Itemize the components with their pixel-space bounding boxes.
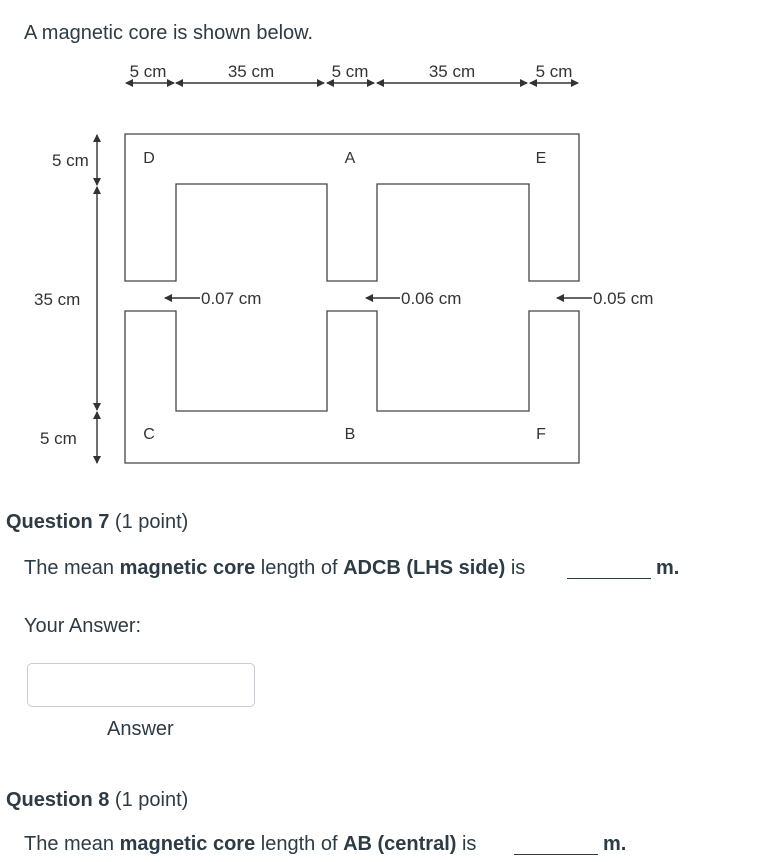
- question-8-title: Question 8: [6, 789, 110, 811]
- question-7-title: Question 7: [6, 511, 110, 533]
- question-7-text: [24, 557, 525, 580]
- question-8-text: [24, 833, 476, 856]
- point-label-c: C: [143, 426, 155, 443]
- top-dim-5: 5 cm: [535, 62, 573, 81]
- left-dim-1: 5 cm: [52, 151, 89, 170]
- answer-input[interactable]: [27, 663, 255, 707]
- question-8-blank: [514, 838, 598, 855]
- left-dim-2: 35 cm: [34, 290, 81, 309]
- your-answer-label: Your Answer:: [24, 615, 142, 637]
- gap-label-center: 0.06 cm: [401, 289, 462, 308]
- question-7-points: (1 point): [114, 511, 189, 533]
- question-8-unit: m.: [603, 833, 627, 855]
- q8-text-pre: The mean: [24, 833, 120, 855]
- point-label-b: B: [344, 426, 356, 443]
- gap-label-left: 0.07 cm: [201, 289, 262, 308]
- question-7-blank: [567, 562, 651, 579]
- q8-text-bold2: AB (central): [343, 833, 457, 855]
- q7-text-mid: length of: [255, 557, 344, 579]
- q7-text-post: is: [505, 557, 526, 579]
- intro-text: A magnetic core is shown below.: [24, 22, 314, 44]
- point-label-e: E: [535, 150, 547, 167]
- magnetic-core-diagram: [0, 55, 759, 475]
- q8-text-bold1: magnetic core: [119, 833, 256, 855]
- point-label-d: D: [143, 150, 155, 167]
- gap-label-right: 0.05 cm: [593, 289, 654, 308]
- q8-text-post: is: [456, 833, 477, 855]
- q7-text-bold2: ADCB (LHS side): [343, 557, 506, 579]
- question-7-unit: m.: [656, 557, 680, 579]
- point-label-f: F: [536, 426, 546, 443]
- q7-text-pre: The mean: [24, 557, 120, 579]
- top-dim-4: 35 cm: [428, 62, 476, 81]
- top-dim-3: 5 cm: [331, 62, 369, 81]
- point-label-a: A: [344, 150, 356, 167]
- question-8-heading: [6, 789, 188, 812]
- q8-text-mid: length of: [255, 833, 344, 855]
- question-8-points: (1 point): [114, 789, 189, 811]
- answer-caption: Answer: [107, 718, 174, 740]
- top-dim-2: 35 cm: [227, 62, 275, 81]
- q7-text-bold1: magnetic core: [119, 557, 256, 579]
- top-dim-1: 5 cm: [129, 62, 167, 81]
- left-dim-3: 5 cm: [40, 429, 77, 448]
- question-7-heading: [6, 511, 188, 534]
